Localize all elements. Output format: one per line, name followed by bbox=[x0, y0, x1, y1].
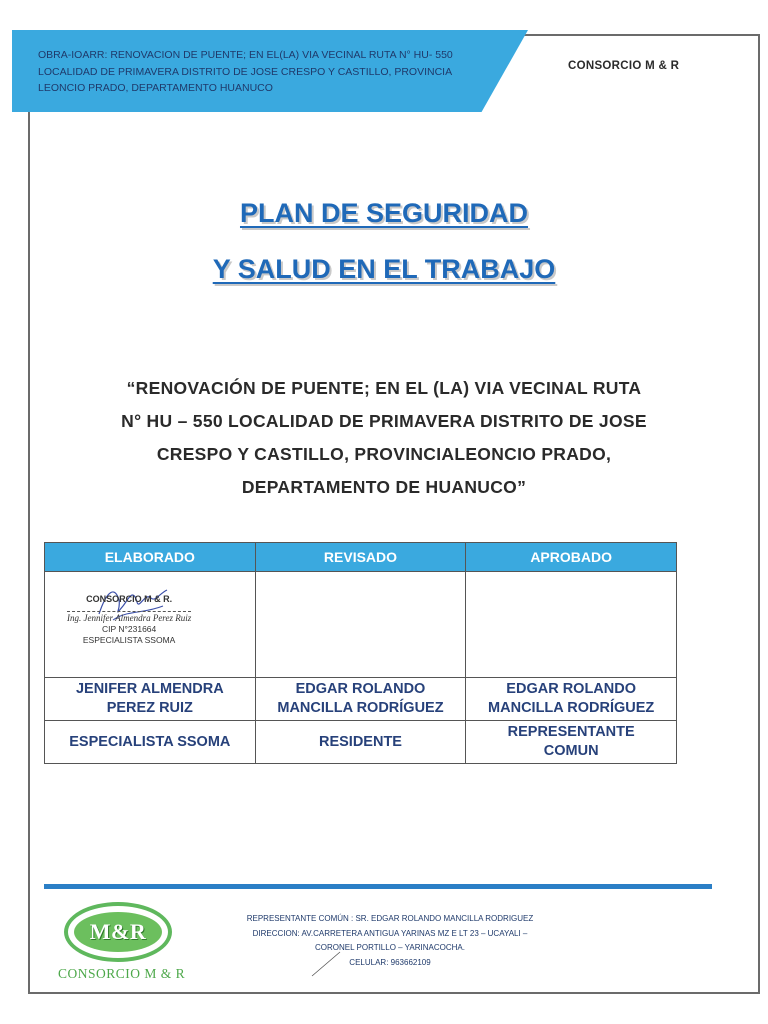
name-line: PEREZ RUIZ bbox=[106, 700, 193, 716]
header-revisado: REVISADO bbox=[255, 543, 466, 572]
footer-divider bbox=[44, 884, 712, 889]
document-title-line-1: PLAN DE SEGURIDAD bbox=[239, 198, 529, 228]
name-row bbox=[45, 678, 677, 721]
document-title-line-2: Y SALUD EN EL TRABAJO bbox=[212, 254, 556, 284]
project-description-line: N° HU – 550 LOCALIDAD DE PRIMAVERA DISTRITO DE JOSE bbox=[121, 411, 647, 431]
company-logo bbox=[56, 898, 196, 984]
project-description-line: DEPARTAMENTO DE HUANUCO” bbox=[241, 477, 527, 497]
name-cell-elaborado bbox=[45, 678, 256, 721]
name-line: MANCILLA RODRÍGUEZ bbox=[488, 700, 655, 716]
logo-mark: M&R bbox=[89, 919, 147, 944]
role-line: RESIDENTE bbox=[318, 733, 402, 750]
stamp-cip: CIP N°231664 bbox=[101, 624, 157, 634]
name-line: EDGAR ROLANDO bbox=[295, 681, 426, 697]
header-elaborado: ELABORADO bbox=[45, 543, 256, 572]
signature-cell-revisado bbox=[255, 572, 466, 678]
name-line: JENIFER ALMENDRA bbox=[75, 681, 224, 697]
role-cell-revisado bbox=[255, 721, 466, 764]
pen-stroke-icon bbox=[310, 948, 350, 978]
project-header-line: LEONCIO PRADO, DEPARTAMENTO HUANUCO bbox=[38, 82, 273, 94]
project-description-line: CRESPO Y CASTILLO, PROVINCIALEONCIO PRADO, bbox=[156, 444, 612, 464]
signature-stamp bbox=[67, 594, 191, 646]
footer-contact-info bbox=[220, 912, 560, 970]
project-description-line: “RENOVACIÓN DE PUENTE; EN EL (LA) VIA VECINAL RUTA bbox=[126, 378, 642, 398]
project-description bbox=[60, 372, 708, 504]
name-cell-revisado bbox=[255, 678, 466, 721]
page-frame bbox=[28, 34, 760, 994]
name-cell-aprobado bbox=[466, 678, 677, 721]
header-aprobado: APROBADO bbox=[466, 543, 677, 572]
logo-ellipse bbox=[64, 902, 172, 962]
project-header-line: LOCALIDAD DE PRIMAVERA DISTRITO DE JOSE CRESPO Y CASTILLO, PROVINCIA bbox=[38, 65, 453, 78]
stamp-engineer: Ing. Jennifer Almendra Perez Ruiz bbox=[67, 613, 192, 623]
name-line: MANCILLA RODRÍGUEZ bbox=[277, 700, 444, 716]
role-line: COMUN bbox=[543, 743, 599, 759]
footer-info-line: DIRECCION: AV.CARRETERA ANTIGUA YARINAS MZ E LT 23 – UCAYALI – bbox=[252, 928, 528, 938]
signature-table bbox=[44, 542, 677, 764]
footer-info-line: CORONEL PORTILLO – YARINACOCHA. bbox=[315, 943, 465, 952]
name-line: EDGAR ROLANDO bbox=[506, 681, 636, 697]
project-header bbox=[38, 47, 498, 97]
role-row bbox=[45, 721, 677, 764]
logo-caption: CONSORCIO M & R bbox=[58, 966, 186, 981]
signature-cell-elaborado bbox=[45, 572, 256, 678]
company-name: CONSORCIO M & R bbox=[568, 60, 680, 72]
signature-cell-aprobado bbox=[466, 572, 677, 678]
stamp-company: CONSORCIO M & R. bbox=[86, 594, 173, 604]
role-cell-aprobado bbox=[466, 721, 677, 764]
signature-row bbox=[45, 572, 677, 678]
role-line: REPRESENTANTE bbox=[507, 724, 635, 740]
project-header-line: OBRA-IOARR: RENOVACION DE PUENTE; EN EL(LA) VIA VECINAL RUTA N° HU- 550 bbox=[38, 49, 453, 61]
role-cell-elaborado bbox=[45, 721, 256, 764]
role-line: ESPECIALISTA SSOMA bbox=[69, 733, 231, 750]
footer-info-line: CELULAR: 963662109 bbox=[349, 957, 431, 967]
stamp-title: ESPECIALISTA SSOMA bbox=[82, 635, 176, 645]
footer-info-line: REPRESENTANTE COMÚN : SR. EDGAR ROLANDO MANCILLA RODRIGUEZ bbox=[246, 914, 534, 923]
